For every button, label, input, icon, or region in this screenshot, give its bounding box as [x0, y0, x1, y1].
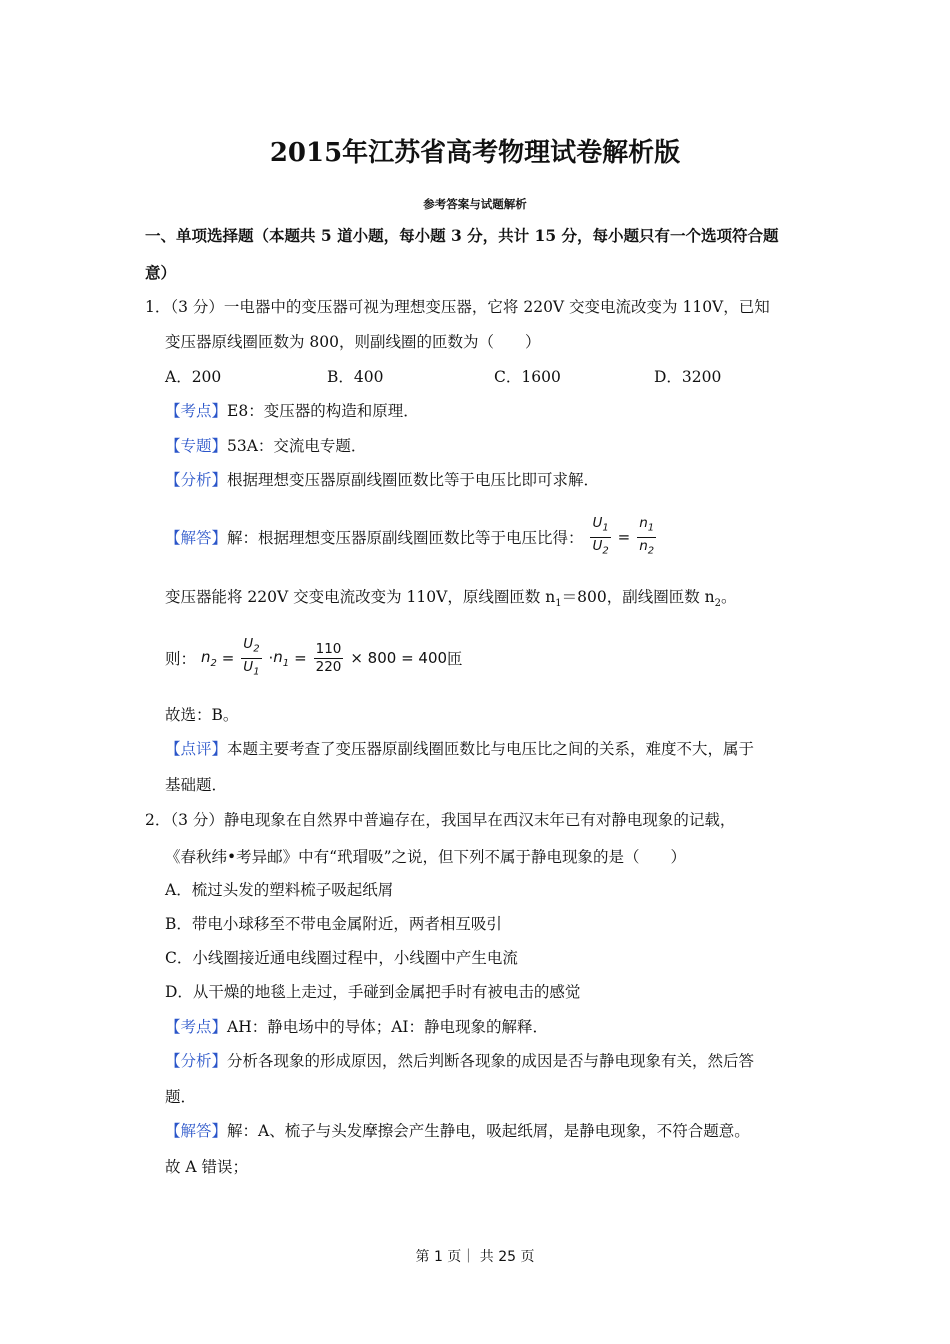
voltage-ratio-fraction: $\frac{U_1}{U_2}$: [592, 515, 609, 557]
jieda-tag: 【解答】: [165, 529, 228, 548]
numeric-fraction: $\frac{110}{220}$: [315, 640, 342, 675]
jieda-text: 解：A、梳子与头发摩擦会产生静电，吸起纸屑，是静电现象，不符合题意。: [227, 1122, 750, 1140]
kaodian-text: AH：静电场中的导体；AI：静电现象的解释．: [227, 1018, 549, 1036]
q2-fenxi-line2: 题．: [165, 1088, 197, 1106]
kaodian-tag: 【考点】: [165, 402, 228, 420]
section-heading-line1: 一、单项选择题（本题共 5 道小题，每小题 3 分，共计 15 分，每小题只有一个选项符合题: [145, 226, 779, 245]
kaodian-tag: 【考点】: [165, 1018, 228, 1036]
equals-sign: =: [617, 528, 631, 547]
option-b: B．400: [327, 368, 384, 386]
q1-fenxi: [165, 468, 599, 490]
question-1-options: [165, 365, 765, 385]
q2-kaodian: [165, 1015, 548, 1037]
q1-zhuanti: [165, 434, 366, 456]
q1-dianping: [165, 737, 754, 759]
turns-ratio-fraction: $\frac{n_1}{n_2}$: [639, 515, 655, 557]
zhuanti-text: 53A：交流电专题．: [227, 437, 367, 455]
zhuanti-tag: 【专题】: [165, 437, 228, 455]
question-2-line1: [145, 808, 735, 830]
q1-calculation: 则： $n_2$ = $\frac{U_2}{U_1}$ $\cdot n_1$ = $\frac{110}{220}$ × 800 = 400匝: [165, 636, 463, 680]
question-2-line2: 《春秋纬•考异邮》中有“玳瑁吸”之说，但下列不属于静电现象的是（ ）: [165, 848, 686, 866]
q1-jieda: [165, 515, 658, 559]
fenxi-text: 分析各现象的形成原因，然后判断各现象的成因是否与静电现象有关，然后答: [227, 1052, 755, 1070]
question-text: （3 分）一电器中的变压器可视为理想变压器，它将 220V 交变电流改变为 110V，已知: [170, 298, 770, 316]
dianping-tag: 【点评】: [165, 740, 228, 758]
ze-label: 则：: [165, 650, 197, 669]
fenxi-tag: 【分析】: [165, 471, 228, 489]
option-d: D．从干燥的地毯上走过，手碰到金属把手时有被电击的感觉: [165, 983, 581, 1001]
option-d: D．3200: [654, 368, 722, 386]
unit-label: 匝: [447, 650, 463, 669]
question-1-line2: 变压器原线圈匝数为 800，则副线圈的匝数为（ ）: [165, 333, 541, 351]
q1-kaodian: [165, 399, 419, 421]
question-1-line1: [145, 295, 770, 317]
question-number: 2．: [145, 811, 171, 829]
option-c: C．1600: [494, 368, 561, 386]
fenxi-text: 根据理想变压器原副线圈匝数比等于电压比即可求解．: [227, 471, 600, 489]
q2-jieda-line2: 故 A 错误；: [165, 1158, 249, 1176]
jieda-tag: 【解答】: [165, 1122, 228, 1140]
section-heading-line2: 意）: [145, 263, 177, 282]
fenxi-tag: 【分析】: [165, 1052, 228, 1070]
page-footer: 第 1 页｜ 共 25 页: [415, 1249, 535, 1265]
question-text: （3 分）静电现象在自然界中普遍存在，我国早在西汉末年已有对静电现象的记载，: [170, 811, 736, 829]
option-a: A．200: [165, 368, 222, 386]
document-subtitle: 参考答案与试题解析: [423, 197, 527, 211]
q1-transformer-line: 变压器能将 220V 交变电流改变为 110V，原线圈匝数 $n_1=800$，副线圈匝数 $n_2$。: [165, 588, 737, 610]
q1-answer: 故选：B。: [165, 706, 239, 724]
option-c: C．小线圈接近通电线圈过程中，小线圈中产生电流: [165, 949, 518, 967]
document-title: 2015年江苏省高考物理试卷解析版: [269, 138, 681, 168]
jieda-text: 解：根据理想变压器原副线圈匝数比等于电压比得：: [227, 529, 584, 548]
option-b: B．带电小球移至不带电金属附近，两者相互吸引: [165, 915, 502, 933]
result-expression: × 800 = 400: [350, 649, 448, 668]
q2-fenxi: [165, 1049, 754, 1071]
dianping-text: 本题主要考查了变压器原副线圈匝数比与电压比之间的关系，难度不大，属于: [227, 740, 755, 758]
n2-symbol: $n_2$: [200, 647, 217, 669]
option-a: A．梳过头发的塑料梳子吸起纸屑: [165, 881, 394, 899]
q2-jieda: [165, 1119, 750, 1141]
u-ratio-fraction: $\frac{U_2}{U_1}$: [243, 636, 260, 678]
kaodian-text: E8：变压器的构造和原理．: [227, 402, 419, 420]
q1-dianping-line2: 基础题．: [165, 776, 228, 794]
question-number: 1．: [145, 298, 171, 316]
